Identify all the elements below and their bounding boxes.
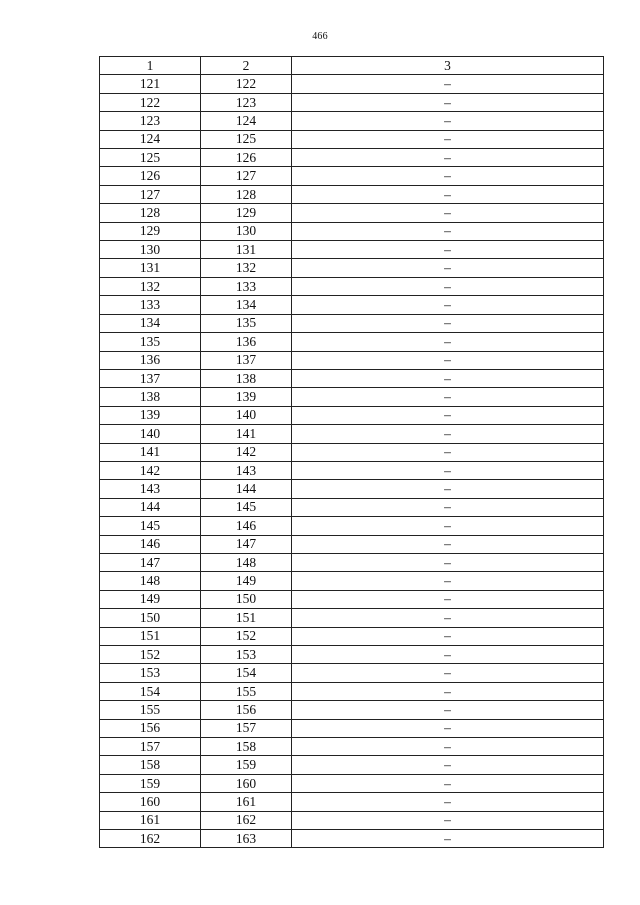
table-cell-col-3: – [292,406,604,424]
table-row [100,277,604,295]
table-cell-col-1: 153 [100,664,201,682]
table-cell-col-1: 142 [100,461,201,479]
table-cell-col-3: – [292,277,604,295]
table-cell-col-3: – [292,535,604,553]
table-row [100,793,604,811]
table-cell-col-1: 131 [100,259,201,277]
table-cell-col-3: – [292,738,604,756]
table-cell-col-1: 157 [100,738,201,756]
table-cell-col-1: 147 [100,553,201,571]
table-row [100,130,604,148]
table-cell-col-1: 132 [100,277,201,295]
table-cell-col-3: – [292,185,604,203]
table-cell-col-2: 158 [201,738,292,756]
table-cell-col-1: 160 [100,793,201,811]
column-header-2: 2 [201,57,292,75]
table-row [100,425,604,443]
table-cell-col-2: 155 [201,682,292,700]
table-cell-col-3: – [292,682,604,700]
table-row [100,517,604,535]
table-row [100,811,604,829]
table-cell-col-3: – [292,774,604,792]
table-cell-col-1: 158 [100,756,201,774]
table-cell-col-2: 148 [201,553,292,571]
table-cell-col-2: 157 [201,719,292,737]
table-cell-col-3: – [292,572,604,590]
table-cell-col-3: – [292,756,604,774]
table-cell-col-1: 161 [100,811,201,829]
table-row [100,830,604,848]
table-row [100,314,604,332]
table-row [100,93,604,111]
table-cell-col-2: 140 [201,406,292,424]
table-cell-col-1: 130 [100,241,201,259]
table-row [100,719,604,737]
table-cell-col-2: 141 [201,425,292,443]
table-row [100,296,604,314]
table-cell-col-1: 145 [100,517,201,535]
table-cell-col-1: 143 [100,480,201,498]
table-cell-col-1: 152 [100,646,201,664]
table-cell-col-3: – [292,369,604,387]
table-cell-col-2: 125 [201,130,292,148]
table-cell-col-2: 146 [201,517,292,535]
table-cell-col-2: 129 [201,204,292,222]
table-cell-col-2: 127 [201,167,292,185]
table-cell-col-3: – [292,443,604,461]
table-cell-col-1: 150 [100,609,201,627]
table-cell-col-2: 160 [201,774,292,792]
table-cell-col-2: 161 [201,793,292,811]
table-cell-col-2: 128 [201,185,292,203]
table-cell-col-1: 162 [100,830,201,848]
table-cell-col-2: 153 [201,646,292,664]
table-cell-col-3: – [292,793,604,811]
table-row [100,388,604,406]
table-cell-col-1: 124 [100,130,201,148]
table-cell-col-1: 133 [100,296,201,314]
table-cell-col-1: 126 [100,167,201,185]
table-row [100,167,604,185]
table-cell-col-1: 129 [100,222,201,240]
table-cell-col-2: 150 [201,590,292,608]
table-cell-col-2: 131 [201,241,292,259]
column-header-1: 1 [100,57,201,75]
table-cell-col-3: – [292,112,604,130]
table-cell-col-2: 126 [201,149,292,167]
table-row [100,738,604,756]
table-cell-col-2: 130 [201,222,292,240]
table-cell-col-1: 137 [100,369,201,387]
table-cell-col-1: 151 [100,627,201,645]
table-row [100,480,604,498]
table-row [100,572,604,590]
table-row [100,259,604,277]
table-cell-col-2: 124 [201,112,292,130]
table-cell-col-3: – [292,259,604,277]
table-cell-col-3: – [292,517,604,535]
table-cell-col-2: 133 [201,277,292,295]
table-row [100,682,604,700]
table-header-row [100,57,604,75]
table-cell-col-1: 127 [100,185,201,203]
table-cell-col-3: – [292,590,604,608]
table-row [100,204,604,222]
table-cell-col-2: 145 [201,498,292,516]
table-cell-col-2: 159 [201,756,292,774]
table-cell-col-2: 138 [201,369,292,387]
table-cell-col-3: – [292,553,604,571]
table-cell-col-1: 159 [100,774,201,792]
table-cell-col-1: 154 [100,682,201,700]
table-row [100,701,604,719]
table-cell-col-2: 135 [201,314,292,332]
table-cell-col-2: 147 [201,535,292,553]
table-cell-col-2: 144 [201,480,292,498]
table-row [100,756,604,774]
table-row [100,774,604,792]
table-cell-col-1: 148 [100,572,201,590]
table-cell-col-1: 122 [100,93,201,111]
table-row [100,646,604,664]
table-cell-col-3: – [292,811,604,829]
table-body [100,75,604,848]
table-cell-col-2: 137 [201,351,292,369]
table-cell-col-1: 141 [100,443,201,461]
table-cell-col-2: 162 [201,811,292,829]
table-cell-col-3: – [292,701,604,719]
table-cell-col-3: – [292,222,604,240]
table-row [100,369,604,387]
table-row [100,498,604,516]
table-cell-col-2: 123 [201,93,292,111]
table-cell-col-1: 128 [100,204,201,222]
table-row [100,553,604,571]
table-row [100,590,604,608]
table-cell-col-3: – [292,314,604,332]
table-row [100,443,604,461]
data-table [99,56,604,848]
table-cell-col-3: – [292,93,604,111]
table-cell-col-3: – [292,609,604,627]
table-cell-col-1: 144 [100,498,201,516]
table-cell-col-1: 134 [100,314,201,332]
table-row [100,149,604,167]
table-cell-col-2: 132 [201,259,292,277]
table-cell-col-3: – [292,425,604,443]
table-cell-col-3: – [292,351,604,369]
table-cell-col-2: 151 [201,609,292,627]
table-cell-col-3: – [292,830,604,848]
table-cell-col-3: – [292,333,604,351]
table-cell-col-3: – [292,388,604,406]
table-cell-col-3: – [292,241,604,259]
table-cell-col-3: – [292,498,604,516]
table-cell-col-2: 156 [201,701,292,719]
table-cell-col-1: 121 [100,75,201,93]
table-row [100,333,604,351]
table-cell-col-2: 139 [201,388,292,406]
table-row [100,609,604,627]
table-cell-col-2: 154 [201,664,292,682]
table-cell-col-2: 136 [201,333,292,351]
table-row [100,406,604,424]
table-row [100,627,604,645]
column-header-3: 3 [292,57,604,75]
table-row [100,75,604,93]
table-cell-col-3: – [292,664,604,682]
table-cell-col-1: 135 [100,333,201,351]
table-cell-col-2: 149 [201,572,292,590]
table-cell-col-1: 138 [100,388,201,406]
page-number: 466 [312,31,328,42]
table-cell-col-3: – [292,719,604,737]
table-cell-col-1: 136 [100,351,201,369]
table-cell-col-1: 149 [100,590,201,608]
table-cell-col-1: 156 [100,719,201,737]
table-cell-col-3: – [292,296,604,314]
table-row [100,222,604,240]
table-row [100,664,604,682]
table-cell-col-2: 163 [201,830,292,848]
table-cell-col-1: 139 [100,406,201,424]
table-cell-col-2: 142 [201,443,292,461]
table-cell-col-3: – [292,461,604,479]
table-cell-col-2: 152 [201,627,292,645]
table-cell-col-2: 143 [201,461,292,479]
table-row [100,351,604,369]
table-cell-col-1: 140 [100,425,201,443]
table-row [100,461,604,479]
table-cell-col-3: – [292,75,604,93]
table-cell-col-1: 155 [100,701,201,719]
table-cell-col-3: – [292,149,604,167]
table-row [100,241,604,259]
table-row [100,535,604,553]
table-cell-col-3: – [292,204,604,222]
table-cell-col-1: 123 [100,112,201,130]
table-cell-col-2: 122 [201,75,292,93]
table-cell-col-3: – [292,480,604,498]
table-cell-col-3: – [292,130,604,148]
table-cell-col-3: – [292,646,604,664]
table-cell-col-3: – [292,167,604,185]
table-row [100,112,604,130]
table-cell-col-3: – [292,627,604,645]
table-cell-col-2: 134 [201,296,292,314]
table-row [100,185,604,203]
table-cell-col-1: 125 [100,149,201,167]
table-cell-col-1: 146 [100,535,201,553]
